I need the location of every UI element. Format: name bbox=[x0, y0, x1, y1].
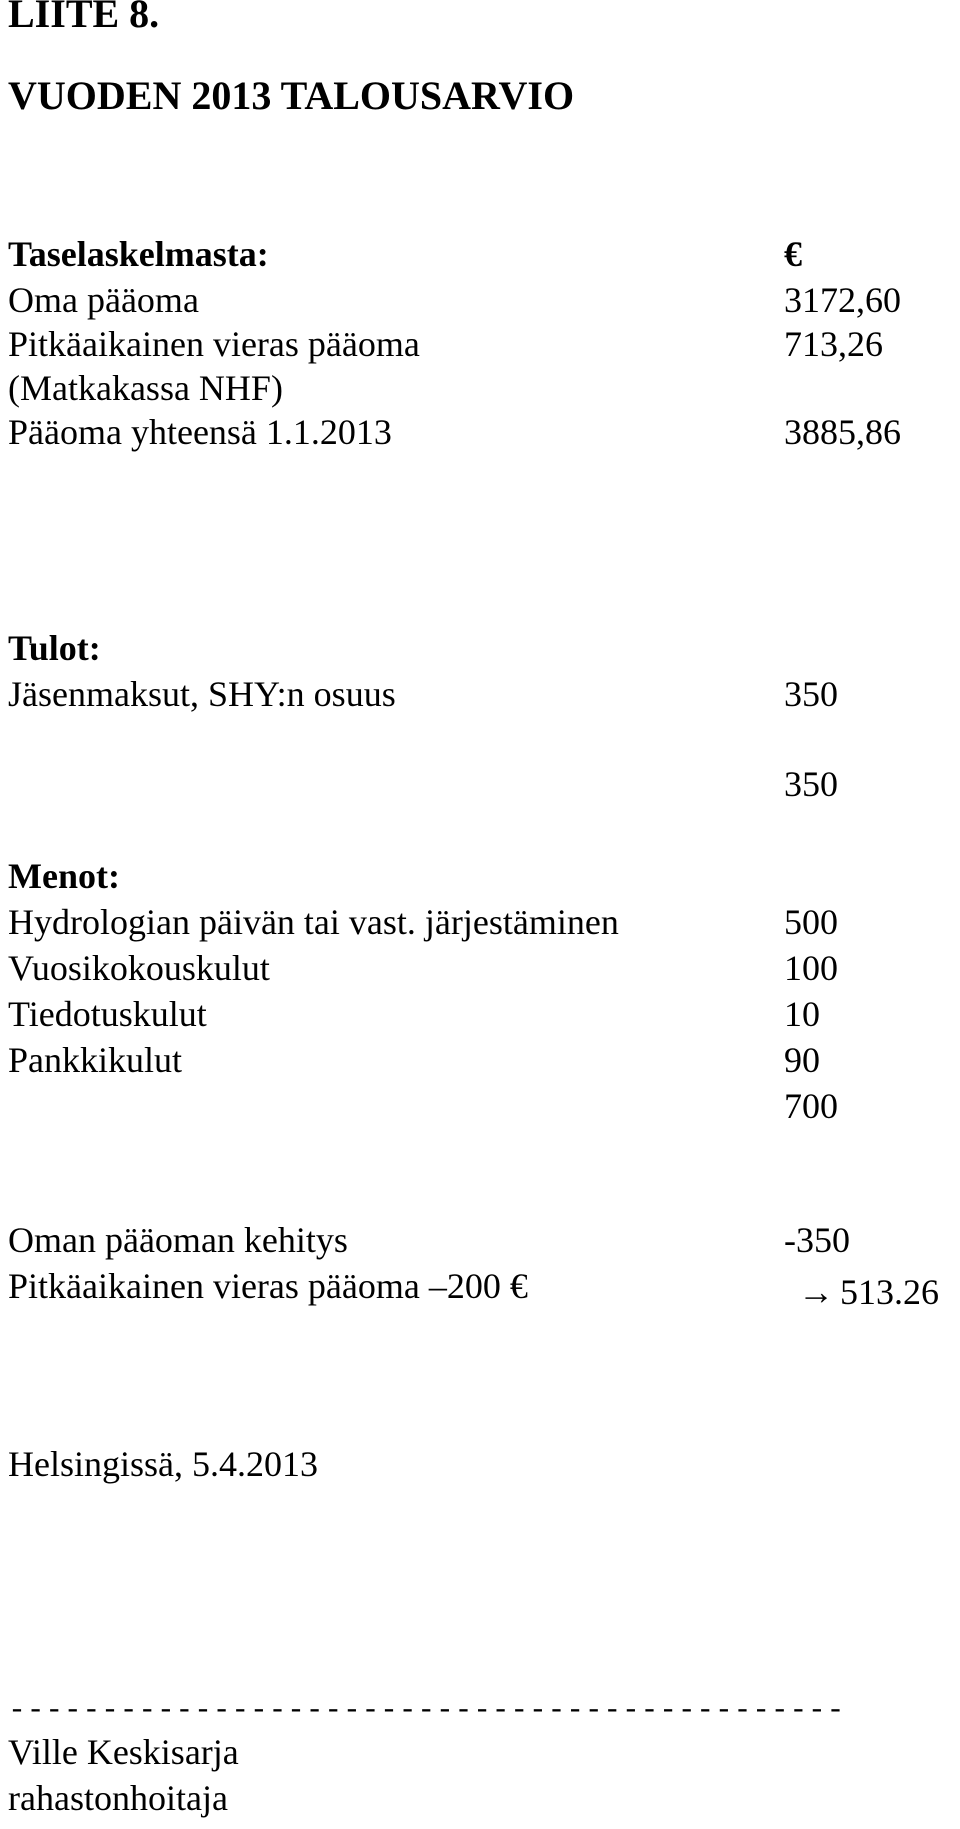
expenses-heading: Menot: bbox=[8, 856, 120, 896]
balance-label-travel-fund: (Matkakassa NHF) bbox=[8, 368, 283, 408]
expense-label-communications: Tiedotuskulut bbox=[8, 994, 207, 1034]
balance-label-long-term-debt: Pitkäaikainen vieras pääoma bbox=[8, 324, 420, 364]
place-date: Helsingissä, 5.4.2013 bbox=[8, 1444, 318, 1484]
development-value-own-equity: -350 bbox=[784, 1220, 850, 1260]
expense-value-communications: 10 bbox=[784, 994, 820, 1034]
currency-symbol: € bbox=[784, 234, 802, 274]
expenses-total: 700 bbox=[784, 1086, 838, 1126]
arrow-right-icon: → bbox=[798, 1272, 834, 1312]
balance-heading: Taselaskelmasta: bbox=[8, 234, 269, 274]
expense-label-hydrology-day: Hydrologian päivän tai vast. järjestäminen bbox=[8, 902, 619, 942]
document-title: VUODEN 2013 TALOUSARVIO bbox=[8, 73, 575, 118]
income-label-membership: Jäsenmaksut, SHY:n osuus bbox=[8, 674, 396, 714]
expense-value-bank-fees: 90 bbox=[784, 1040, 820, 1080]
expense-value-annual-meeting: 100 bbox=[784, 948, 838, 988]
income-heading: Tulot: bbox=[8, 628, 101, 668]
balance-value-long-term-debt: 713,26 bbox=[784, 324, 883, 364]
expense-value-hydrology-day: 500 bbox=[784, 902, 838, 942]
signer-name: Ville Keskisarja bbox=[8, 1732, 239, 1772]
expense-label-bank-fees: Pankkikulut bbox=[8, 1040, 183, 1080]
income-total: 350 bbox=[784, 764, 838, 804]
development-value-long-term-debt: 513.26 bbox=[840, 1272, 939, 1312]
expense-label-annual-meeting: Vuosikokouskulut bbox=[8, 948, 270, 988]
balance-value-own-equity: 3172,60 bbox=[784, 280, 901, 320]
development-label-long-term-debt: Pitkäaikainen vieras pääoma –200 € bbox=[8, 1266, 528, 1306]
signer-role: rahastonhoitaja bbox=[8, 1778, 228, 1818]
balance-label-own-equity: Oma pääoma bbox=[8, 280, 199, 320]
signature-line: --------------------------------------------- bbox=[8, 1694, 846, 1728]
development-label-own-equity: Oman pääoman kehitys bbox=[8, 1220, 348, 1260]
balance-label-total-capital: Pääoma yhteensä 1.1.2013 bbox=[8, 412, 392, 452]
balance-value-total-capital: 3885,86 bbox=[784, 412, 901, 452]
income-value-membership: 350 bbox=[784, 674, 838, 714]
appendix-label: LIITE 8. bbox=[8, 0, 160, 36]
